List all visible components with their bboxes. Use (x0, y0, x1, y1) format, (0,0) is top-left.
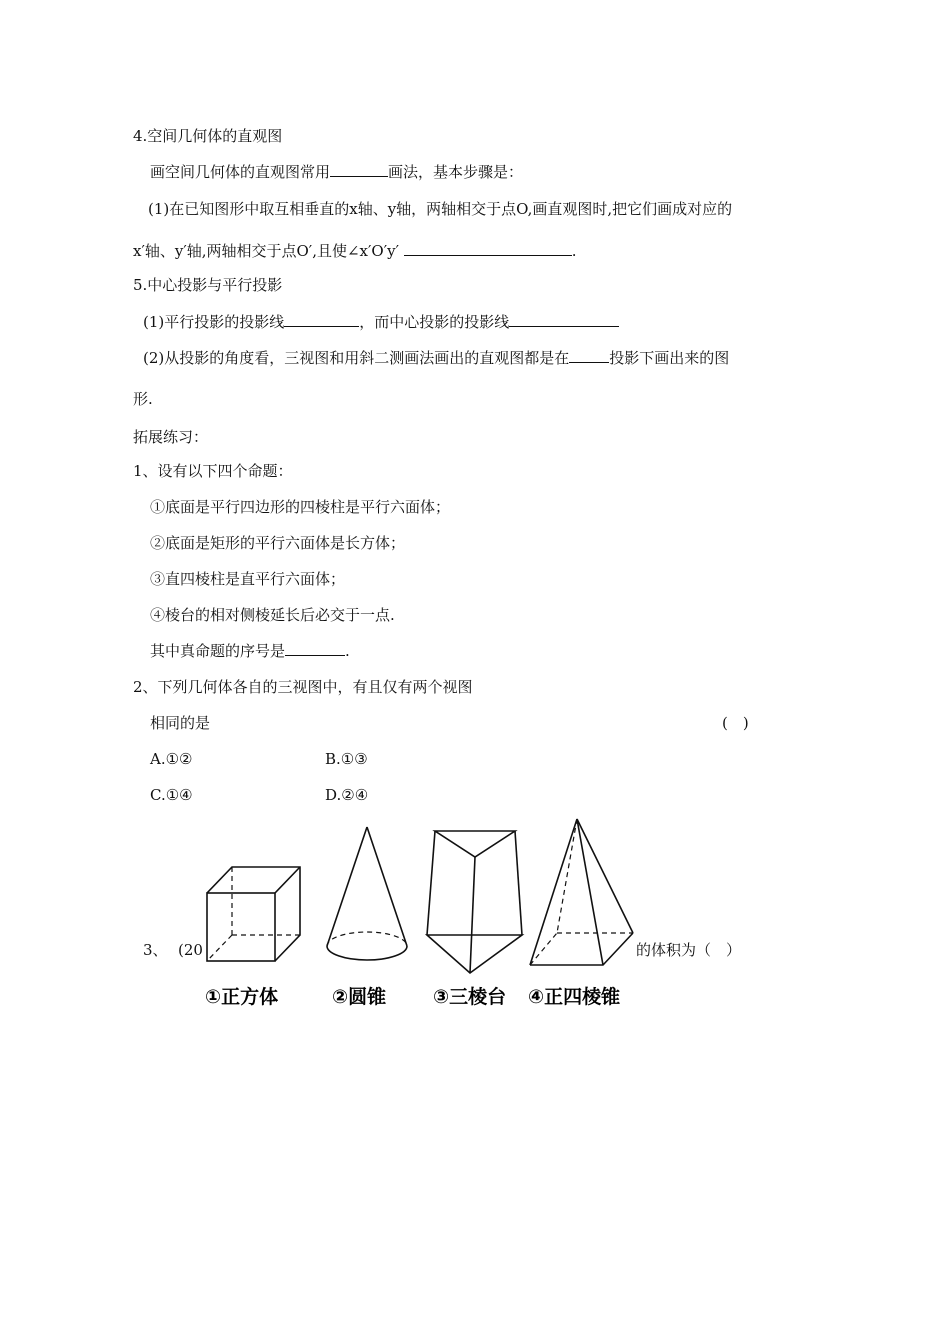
label-frustum: ③三棱台 (433, 986, 507, 1008)
frustum-shape (427, 831, 522, 973)
label-cone: ②圆锥 (332, 986, 387, 1008)
section4-title: 4.空间几何体的直观图 (133, 127, 283, 145)
q1-item-4: ④棱台的相对侧棱延长后必交于一点. (150, 606, 395, 624)
label-pyramid: ④正四棱锥 (528, 986, 621, 1008)
q2-stem2: 相同的是 (150, 714, 211, 732)
q2-option-d[interactable]: D.②④ (325, 786, 369, 804)
q1-item-3: ③直四棱柱是直平行六面体； (150, 570, 346, 588)
p1-text-b: ，而中心投影的投影线 (359, 313, 510, 331)
solids-figure (195, 815, 645, 1019)
section5-p2-cont: 形. (133, 390, 153, 408)
intro-text-after: 画法，基本步骤是： (388, 163, 524, 181)
label-cube: ①正方体 (205, 986, 279, 1008)
q2-stem: 2、下列几何体各自的三视图中，有且仅有两个视图 (133, 678, 473, 696)
fill-blank-central-lines[interactable] (509, 312, 619, 327)
q2-answer-paren[interactable]: ( ) (722, 714, 749, 732)
step1b-period: . (571, 242, 577, 260)
q1-ask (150, 641, 350, 661)
q1-ask-text: 其中真命题的序号是 (150, 642, 286, 660)
q3-tail: 的体积为（ ） (636, 941, 742, 959)
q1-ask-period: . (345, 642, 350, 660)
pyramid-shape (530, 819, 633, 965)
section4-step1: (1)在已知图形中取互相垂直的x轴、y轴，两轴相交于点O,画直观图时,把它们画成对应的 (148, 200, 733, 218)
q1-item-1: ①底面是平行四边形的四棱柱是平行六面体； (150, 498, 451, 516)
fill-blank-angle[interactable] (404, 241, 572, 256)
section5-p1 (143, 312, 619, 332)
fill-blank-projection-type[interactable] (569, 348, 609, 363)
section4-step1b (133, 241, 577, 261)
step1b-text: x′轴、y′轴,两轴相交于点O′,且使∠x′O′y′ (133, 242, 400, 260)
q2-option-a[interactable]: A.①② (150, 750, 193, 768)
practice-title: 拓展练习： (133, 428, 209, 446)
q2-option-c[interactable]: C.①④ (150, 786, 193, 804)
solids-figure-svg (195, 815, 645, 1015)
p2-text-b: 投影下画出来的图 (609, 349, 730, 367)
section4-intro (150, 162, 523, 182)
section5-title: 5.中心投影与平行投影 (133, 276, 283, 294)
p2-text-a: (2)从投影的角度看，三视图和用斜二测画法画出的直观图都是在 (143, 349, 570, 367)
intro-text-before: 画空间几何体的直观图常用 (150, 163, 331, 181)
section5-p2 (143, 348, 729, 368)
p1-text-a: (1)平行投影的投影线 (143, 313, 285, 331)
q3-number: 3、 (143, 941, 168, 959)
fill-blank-true-props[interactable] (285, 641, 345, 656)
q2-option-b[interactable]: B.①③ (325, 750, 368, 768)
fill-blank-parallel-lines[interactable] (284, 312, 359, 327)
cone-shape (327, 827, 407, 960)
fill-blank-drawing-method[interactable] (330, 162, 388, 177)
q1-item-2: ②底面是矩形的平行六面体是长方体； (150, 534, 406, 552)
cube-shape (207, 867, 300, 961)
q1-stem: 1、设有以下四个命题： (133, 462, 293, 480)
q3-fragment: (20 (178, 941, 203, 959)
